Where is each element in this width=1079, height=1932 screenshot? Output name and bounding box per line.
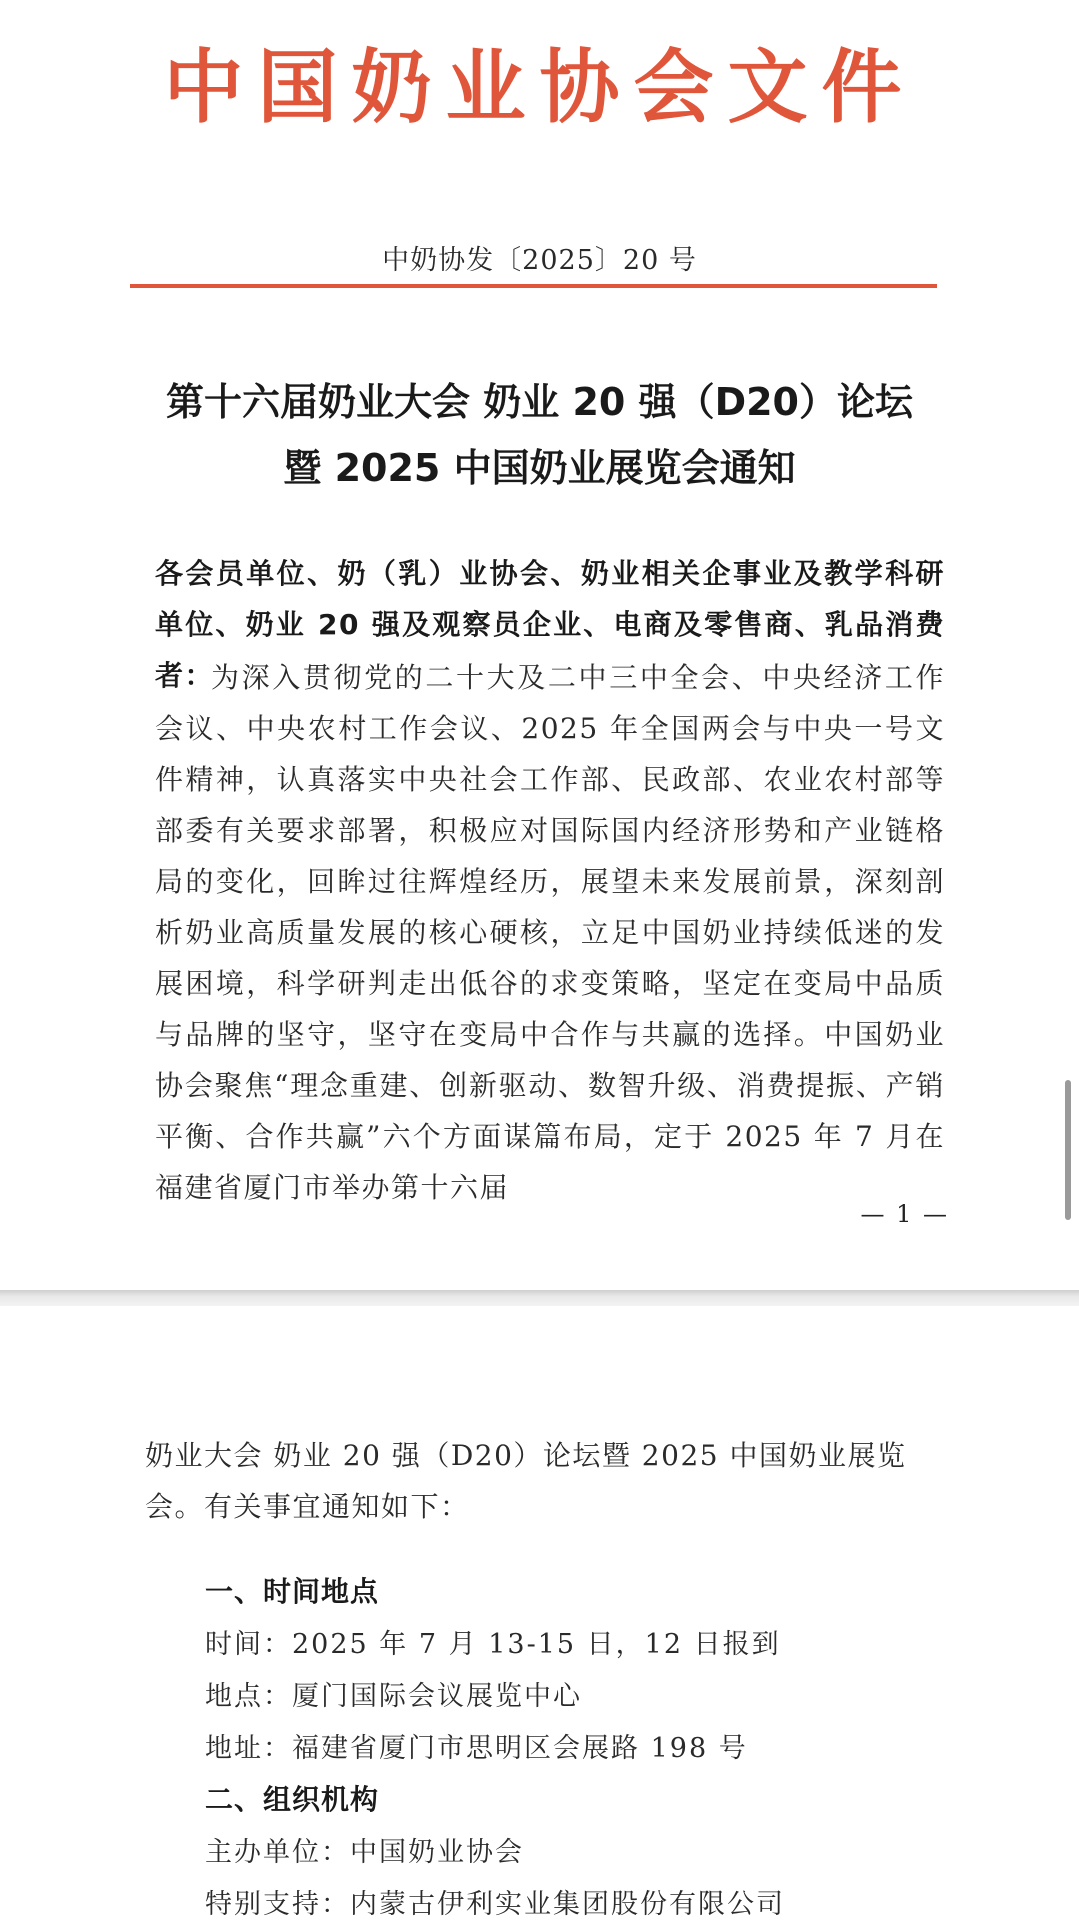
addressee: 各会员单位、奶（乳）业协会、奶业相关企事业及教学科研单位、奶业 20 强及观察员企业、电商及零售商、乳品消费者：: [155, 557, 945, 692]
support-line: 特别支持：内蒙古伊利实业集团股份有限公司: [205, 1889, 785, 1920]
body-paragraph-2: 奶业大会 奶业 20 强（D20）论坛暨 2025 中国奶业展览会。有关事宜通知如下：: [145, 1439, 907, 1523]
notice-title-line-1: 第十六届奶业大会 奶业 20 强（D20）论坛: [166, 380, 913, 424]
section-heading-organization: 二、组织机构: [205, 1783, 380, 1816]
section-heading-time-place: 一、时间地点: [205, 1575, 380, 1608]
time-line: 时间：2025 年 7 月 13-15 日，12 日报到: [205, 1629, 781, 1660]
scrollbar-thumb[interactable]: [1065, 1080, 1071, 1220]
host-line: 主办单位：中国奶业协会: [205, 1837, 524, 1868]
place-line: 地点：厦门国际会议展览中心: [205, 1681, 582, 1712]
address-line: 地址：福建省厦门市思明区会展路 198 号: [205, 1733, 748, 1764]
document-number: 中奶协发〔2025〕20 号: [382, 245, 697, 276]
page-separator: [0, 1290, 1079, 1306]
notice-title-line-2: 暨 2025 中国奶业展览会通知: [283, 446, 796, 490]
red-divider: [130, 284, 937, 288]
page-number: — 1 —: [860, 1200, 949, 1228]
document-page-2: [0, 1306, 1079, 1932]
body-paragraph-1: 为深入贯彻党的二十大及二中三中全会、中央经济工作会议、中央农村工作会议、2025 年全国两会与中央一号文件精神，认真落实中央社会工作部、民政部、农业农村部等部委有关要求部署，积极应对国际国内经济形势和产业链格局的变化，回眸过往辉煌经历，展望未来发展前景，深刻剖析奶业高质量发展的核心硬核，立足中国奶业持续低迷的发展困境，科学研判走出低谷的求变策略，坚定在变局中品质与品牌的坚守，坚守在变局中合作与共赢的选择。中国奶业协会聚焦“理念重建、创新驱动、数智升级、消费提振、产销平衡、合作共赢”六个方面谋篇布局，定于 2025 年 7 月在福建省厦门市举办第十六届: [155, 661, 945, 1204]
org-title: 中国奶业协会文件: [163, 41, 916, 134]
